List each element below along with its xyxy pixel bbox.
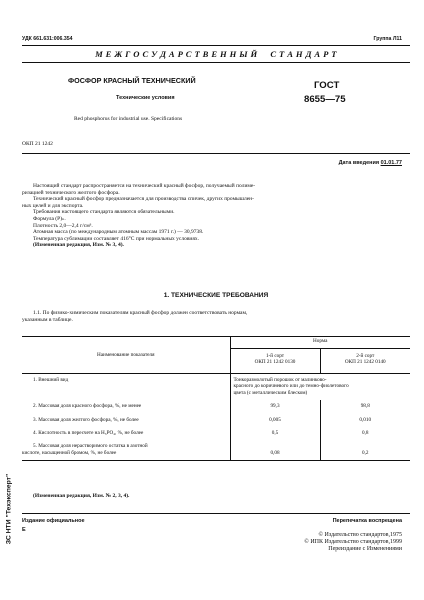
grade1-name: 1-й сорт: [265, 353, 285, 359]
copyright-block: [304, 532, 402, 553]
copyright-1975: © Издательство стандартов,1975: [318, 532, 402, 538]
grade1-header: [230, 349, 320, 374]
intro-density: Плотность 2,0—2,4 г/см³.: [33, 222, 93, 229]
row2-grade2: 98,8: [320, 400, 410, 413]
section-paragraph: [22, 310, 410, 323]
row1-value-line3: цвета (с металлическим блеском): [233, 389, 308, 396]
okp-code: ОКП 21 1242: [22, 141, 53, 147]
official-edition: Издание официальное: [22, 518, 85, 524]
intro-p1-line1: Настоящий стандарт распространяется на технический красный фосфор, получаемый полиме-: [33, 183, 256, 189]
gost-label: ГОСТ: [314, 80, 340, 91]
row1-value: [230, 374, 410, 401]
row1-name: 1. Внешний вид: [33, 377, 69, 383]
row5-grade1: 0,08: [230, 440, 320, 460]
reissue-note: Переиздание с Изменениями: [328, 546, 402, 552]
grade2-name: 2-й сорт: [356, 353, 375, 359]
side-stamp: [4, 444, 14, 574]
header-rule-top: [22, 45, 410, 46]
document-title: ФОСФОР КРАСНЫЙ ТЕХНИЧЕСКИЙ: [68, 76, 196, 85]
grade2-header: [320, 349, 410, 374]
intro-p2-line1: Технический красный фосфор предназначается для производства спичек, других промышлен-: [33, 196, 254, 203]
intro-p2-line2: ных целей и для экспорта.: [22, 202, 84, 209]
table-row: [22, 414, 410, 427]
col-norm-header: Норма: [230, 337, 410, 349]
header-rule-bottom: [22, 62, 410, 63]
section-p1-line2: указанным в таблице.: [22, 316, 73, 323]
row5-name-line2: кислоте, насыщенной бромом, %, не более: [22, 449, 117, 456]
requirements-table: [22, 336, 410, 461]
row4-grade1: 0,5: [230, 427, 320, 440]
grade2-okp: ОКП 21 1242 0140: [344, 359, 386, 366]
intro-text: [22, 183, 410, 249]
intro-formula: Формула (Р)ₙ.: [33, 215, 66, 222]
table-row: [22, 427, 410, 440]
side-stamp-text: ЗС НТИ "Техэксперт": [5, 473, 13, 545]
table-row: [22, 374, 410, 401]
row3-grade1: 0,005: [230, 414, 320, 427]
intro-date: [339, 160, 402, 167]
intro-p3: Требования настоящего стандарта являются обязательными.: [33, 209, 175, 216]
row4-name: 4. Кислотность в пересчете на H₃PO₄, %, не более: [33, 430, 144, 437]
okp-rule: [22, 153, 410, 154]
grade1-okp: ОКП 21 1242 0130: [254, 359, 296, 366]
row5-name-line1: 5. Массовая доля нерастворимого остатка в азотной: [33, 443, 148, 450]
intro-atomic-mass: Атомная масса (по международным атомным массам 1971 г.) — 30,9738.: [33, 229, 204, 236]
footer-rule: [22, 513, 410, 514]
section-p1-line1: 1.1. По физико-химическим показателям красный фосфор должен соответствовать нормам,: [33, 310, 248, 316]
table-row: [22, 440, 410, 460]
udk-code: УДК 661.631:006.354: [22, 36, 73, 42]
reprint-prohibited: Перепечатка воспрещена: [332, 518, 402, 524]
row1-value-line1: Тонкоразмолотый порошок от малинково-: [233, 377, 327, 383]
row5-name: [22, 440, 230, 460]
gost-number: 8655—75: [304, 94, 346, 105]
banner: М Е Ж Г О С У Д А Р С Т В Е Н Н Ы Й С Т А Н Д А Р Т: [95, 49, 337, 59]
intro-date-value: 01.01.77: [380, 160, 402, 166]
intro-date-label: Дата введения: [338, 160, 380, 166]
section-heading: 1. ТЕХНИЧЕСКИЕ ТРЕБОВАНИЯ: [163, 292, 269, 299]
row4-grade2: 0,8: [320, 427, 410, 440]
table-amendment: (Измененная редакция, Изм. № 2, 3, 4).: [33, 493, 130, 499]
row3-name: 3. Массовая доля желтого фосфора, %, не более: [33, 416, 139, 423]
col-indicator-header: Наименование показателя: [22, 337, 230, 374]
copyright-1999: © ИПК Издательство стандартов,1999: [304, 539, 402, 545]
group-code: Группа Л11: [373, 36, 402, 42]
row2-name: 2. Массовая доля красного фосфора, %, не менее: [33, 403, 142, 410]
edition-letter: E: [22, 527, 26, 533]
english-title: Red phosphorus for industrial use. Specifications: [74, 116, 183, 122]
table-row: [22, 400, 410, 413]
intro-amendment: (Измененная редакция, Изм. № 3, 4).: [33, 242, 124, 249]
document-subtitle: Технические условия: [116, 95, 175, 101]
row2-grade1: 99,3: [230, 400, 320, 413]
intro-p1-line2: ризацией технического желтого фосфора.: [22, 189, 120, 196]
row3-grade2: 0,010: [320, 414, 410, 427]
row5-grade2: 0,2: [320, 440, 410, 460]
intro-sublimation: Температура сублимации составляет 416°C при нормальных условиях.: [33, 235, 200, 242]
row1-value-line2: красного до коричневого или до темно-фиолетового: [233, 383, 349, 390]
